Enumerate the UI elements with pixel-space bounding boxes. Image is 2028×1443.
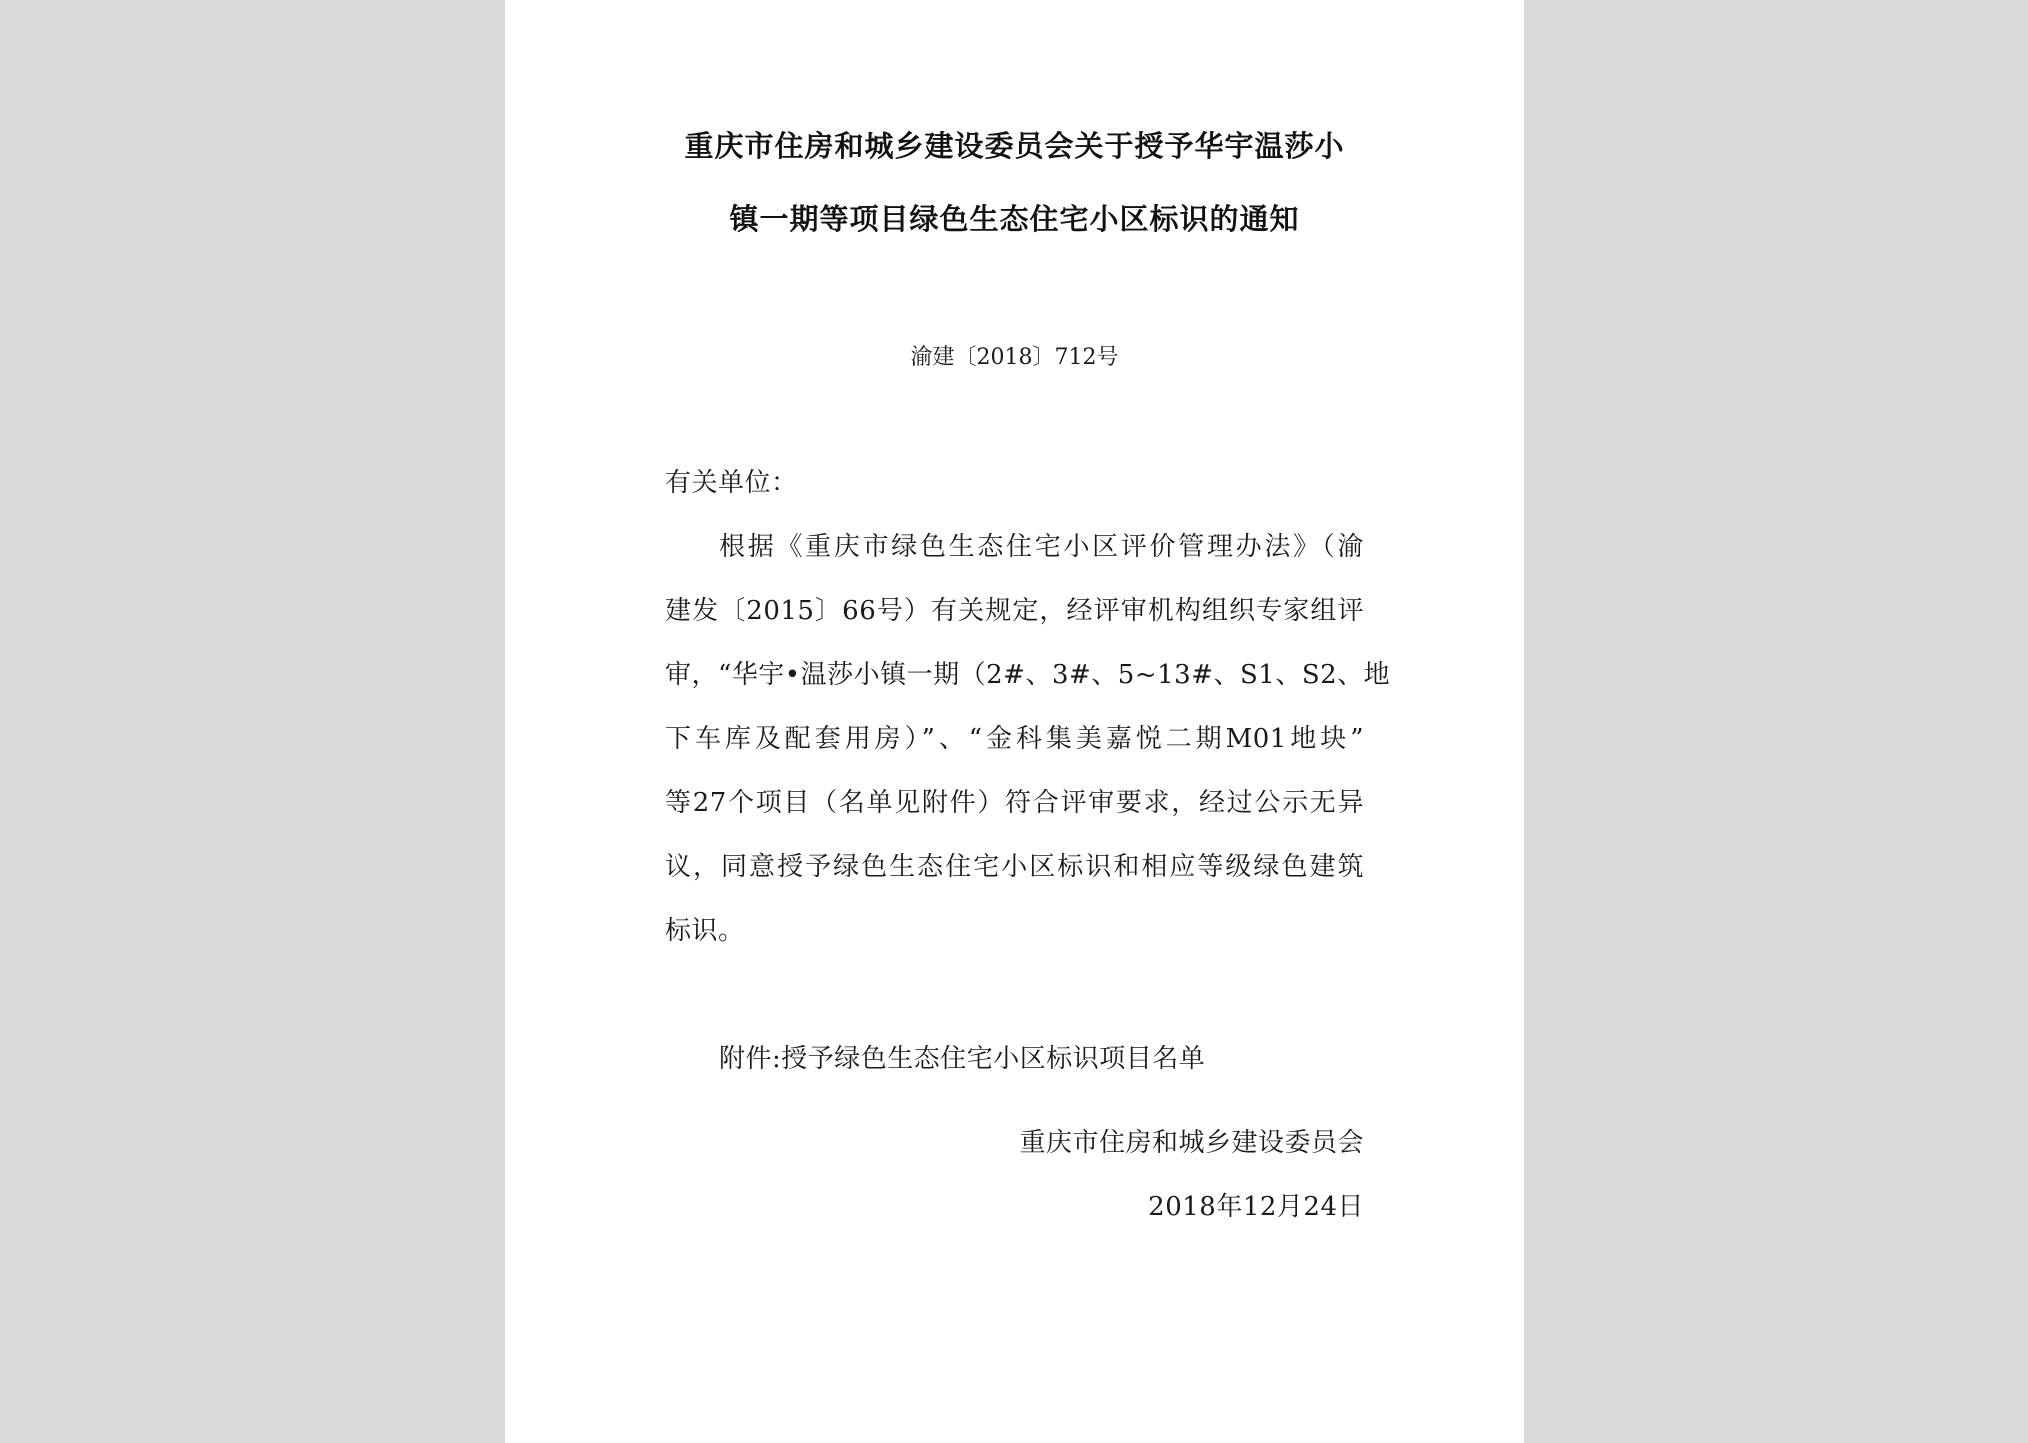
issuer-signature: 重庆市住房和城乡建设委员会	[1019, 1128, 1364, 1158]
body-line: 根据《重庆市绿色生态住宅小区评价管理办法》（渝	[719, 532, 1364, 562]
body-line: 议，同意授予绿色生态住宅小区标识和相应等级绿色建筑	[665, 852, 1364, 882]
attachment-note: 附件:授予绿色生态住宅小区标识项目名单	[719, 1044, 1206, 1074]
document-number: 渝建〔2018〕712号	[910, 345, 1119, 370]
document-page	[505, 0, 1524, 1443]
body-line: 等27个项目（名单见附件）符合评审要求，经过公示无异	[665, 788, 1364, 818]
body-line: 审，“华宇•温莎小镇一期（2#、3#、5~13#、S1、S2、地	[665, 660, 1391, 690]
salutation: 有关单位：	[665, 468, 798, 498]
body-line: 标识。	[665, 916, 745, 946]
document-title-line-2: 镇一期等项目绿色生态住宅小区标识的通知	[729, 202, 1300, 236]
body-line: 建发〔2015〕66号）有关规定，经评审机构组织专家组评	[665, 596, 1364, 626]
document-title-line-1: 重庆市住房和城乡建设委员会关于授予华宇温莎小	[684, 129, 1345, 163]
body-line: 下车库及配套用房）”、“金科集美嘉悦二期M01地块”	[665, 724, 1364, 754]
issue-date: 2018年12月24日	[1148, 1192, 1364, 1222]
